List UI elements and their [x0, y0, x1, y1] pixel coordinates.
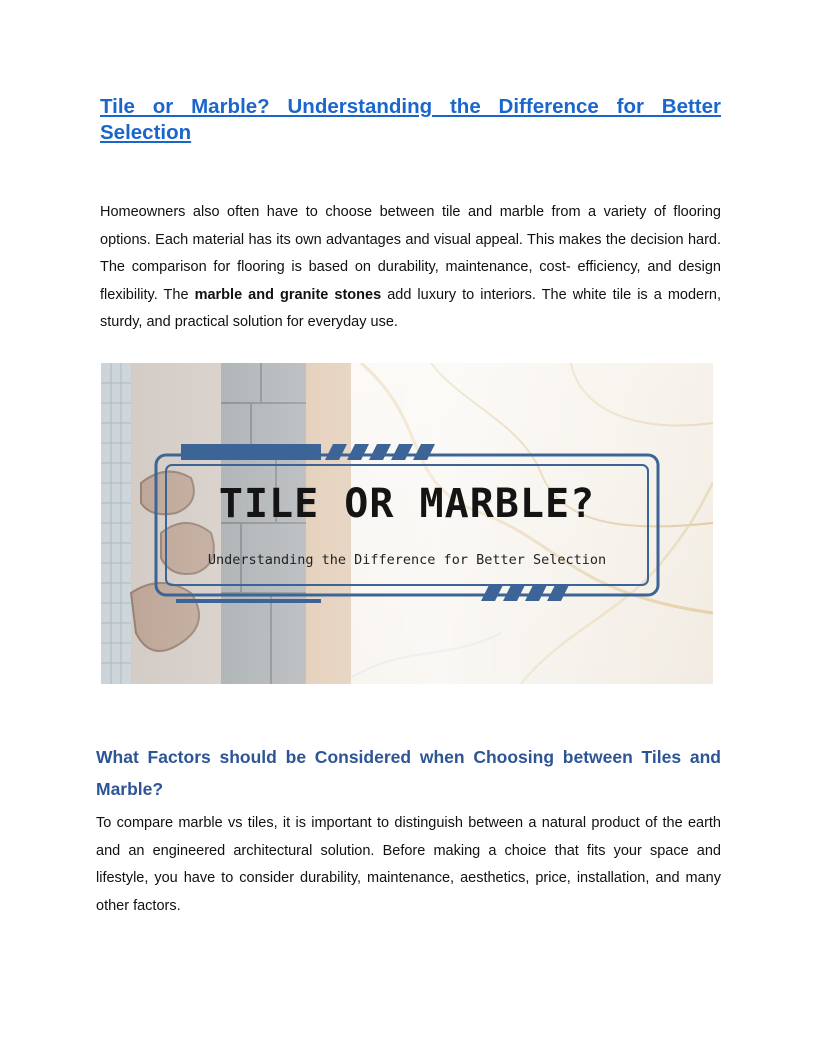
intro-text-start: Homeowners also often have to choose between tile and marble from a variety of flooring options. Each material has its own advantages and visual appeal. This makes the decision hard. The comparison for flooring is based on durability, maintenance, cost- efficiency, and design flexibility. The	[100, 204, 721, 303]
article-title-link[interactable]: Tile or Marble? Understanding the Difference for Better Selection	[100, 95, 721, 144]
intro-text-end: add luxury to interiors. The white tile is a modern, sturdy, and practical solution for everyday use.	[100, 286, 722, 330]
marble-granite-link-text: marble and granite stones	[194, 286, 382, 303]
section-paragraph: To compare marble vs tiles, it is important to distinguish between a natural product of the earth and an engineered architectural solution. Before making a choice that fits your space and lifestyle, you have to consider durability, maintenance, aesthetics, price, installation, and many other factors.	[96, 815, 721, 914]
banner-image	[101, 363, 713, 684]
intro-paragraph	[100, 199, 721, 337]
section-heading: What Factors should be Considered when Choosing between Tiles and Marble?	[96, 747, 721, 799]
banner-title: TILE OR MARBLE?	[218, 481, 596, 527]
banner-subtitle: Understanding the Difference for Better Selection	[207, 552, 607, 568]
